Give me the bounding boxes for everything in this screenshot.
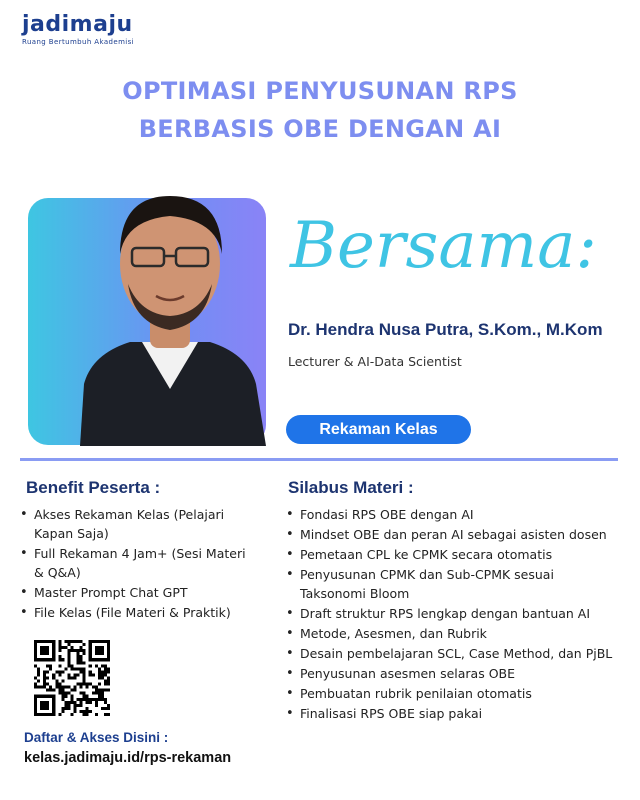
list-item: • Metode, Asesmen, dan Rubrik bbox=[286, 624, 616, 643]
title-line-2: BERBASIS OBE DENGAN AI bbox=[138, 115, 502, 143]
title-line-1: OPTIMASI PENYUSUNAN RPS bbox=[122, 77, 518, 105]
list-item: • Fondasi RPS OBE dengan AI bbox=[286, 505, 616, 524]
list-item: • Akses Rekaman Kelas (Pelajari Kapan Saja) bbox=[20, 505, 256, 543]
syllabus-heading: Silabus Materi : bbox=[288, 478, 414, 497]
register-heading: Daftar & Akses Disini : bbox=[24, 730, 169, 745]
section-divider bbox=[20, 458, 618, 461]
speaker-photo bbox=[70, 174, 270, 446]
list-item: • Penyusunan asesmen selaras OBE bbox=[286, 664, 616, 683]
recording-badge: Rekaman Kelas bbox=[286, 415, 471, 444]
list-item: • Penyusunan CPMK dan Sub-CPMK sesuai Taksonomi Bloom bbox=[286, 565, 616, 603]
page-title bbox=[0, 72, 640, 148]
qr-code[interactable] bbox=[34, 640, 110, 716]
speaker-role: Lecturer & AI-Data Scientist bbox=[288, 354, 462, 369]
register-link[interactable]: kelas.jadimaju.id/rps-rekaman bbox=[24, 750, 232, 766]
benefit-heading: Benefit Peserta : bbox=[26, 478, 161, 497]
brand-tagline: Ruang Bertumbuh Akademisi bbox=[22, 38, 135, 46]
list-item: • Mindset OBE dan peran AI sebagai asisten dosen bbox=[286, 525, 616, 544]
list-item: • File Kelas (File Materi & Praktik) bbox=[20, 603, 256, 622]
list-item: • Pembuatan rubrik penilaian otomatis bbox=[286, 684, 616, 703]
brand-logo bbox=[22, 12, 134, 46]
list-item: • Desain pembelajaran SCL, Case Method, dan PjBL bbox=[286, 644, 616, 663]
list-item: • Pemetaan CPL ke CPMK secara otomatis bbox=[286, 545, 616, 564]
list-item: • Full Rekaman 4 Jam+ (Sesi Materi & Q&A) bbox=[20, 544, 256, 582]
list-item: • Draft struktur RPS lengkap dengan bantuan AI bbox=[286, 604, 616, 623]
list-item: • Master Prompt Chat GPT bbox=[20, 583, 256, 602]
brand-name: jadimaju bbox=[22, 12, 133, 37]
benefit-list bbox=[20, 505, 256, 623]
syllabus-list bbox=[286, 505, 616, 724]
script-bersama: Bersama: bbox=[290, 209, 597, 283]
list-item: • Finalisasi RPS OBE siap pakai bbox=[286, 704, 616, 723]
speaker-name: Dr. Hendra Nusa Putra, S.Kom., M.Kom bbox=[288, 320, 603, 339]
